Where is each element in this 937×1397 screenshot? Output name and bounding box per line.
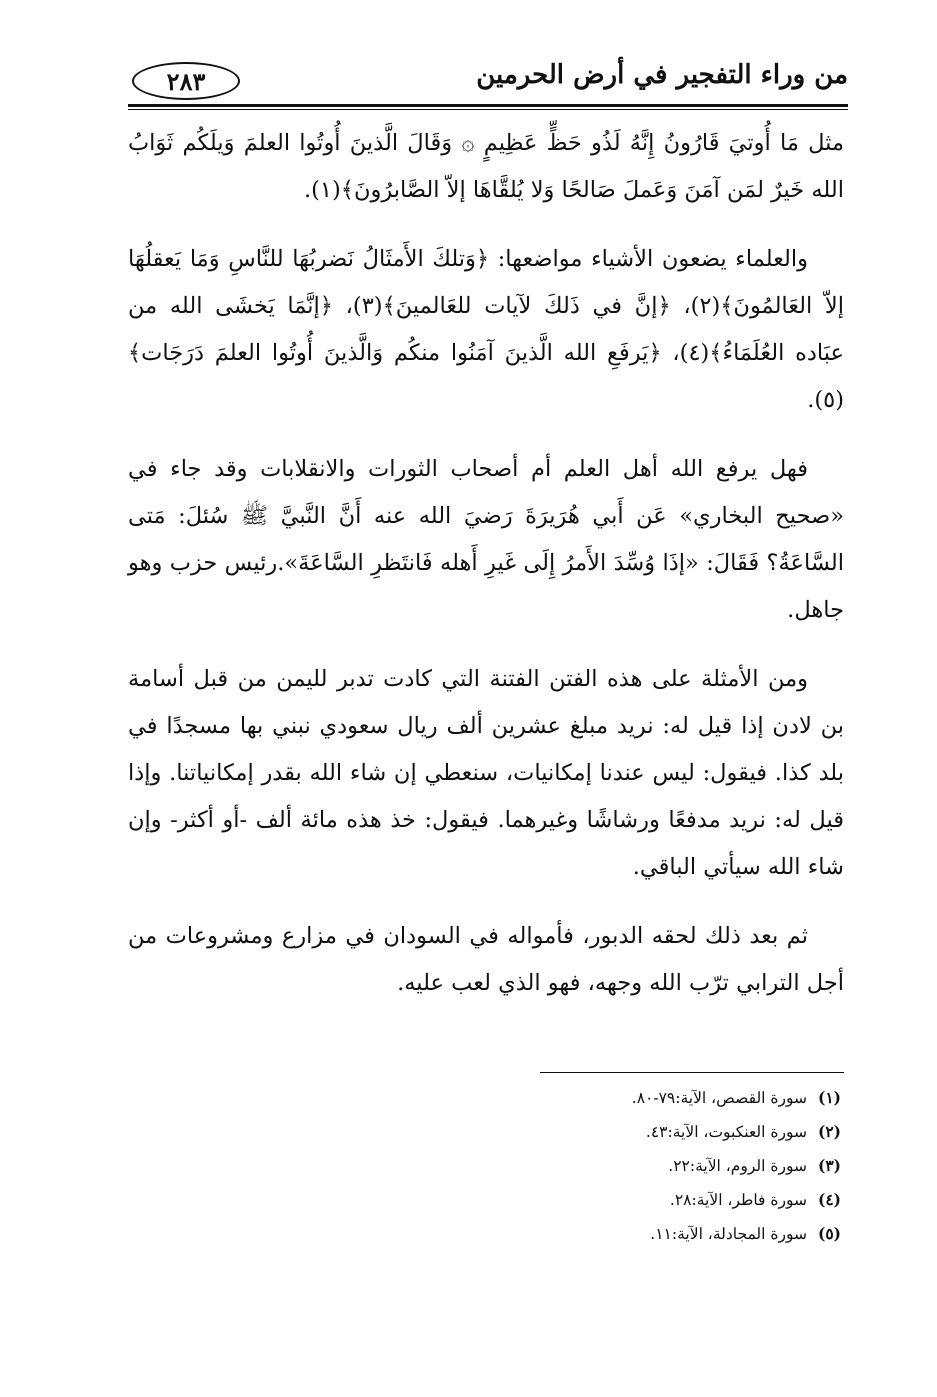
footnote-number: (٤) xyxy=(817,1190,841,1209)
footnote-item xyxy=(441,1120,841,1154)
footnote-item xyxy=(441,1154,841,1188)
footnote-item xyxy=(441,1222,841,1256)
footnote-item xyxy=(441,1086,841,1120)
footnote-number: (٥) xyxy=(817,1224,841,1243)
paragraph: ومن الأمثلة على هذه الفتن الفتنة التي كادت تدبر لليمن من قبل أسامة بن لادن إذا قيل له: نريد مبلغ عشرين ألف ريال سعودي نبني بها مسجدًا في بلد كذا. فيقول: ليس عندنا إمكانيات، سنعطي إن شاء الله بقدر إمكانياتنا. وإذا قيل له: نريد مدفعًا ورشاشًا وغيرهما. فيقول: خذ هذه مائة ألف -أو أكثر- وإن شاء الله سيأتي الباقي. xyxy=(128,666,844,880)
footnote-text: سورة العنكبوت، الآية:٤٣. xyxy=(645,1123,807,1141)
footnote-text: سورة فاطر، الآية:٢٨. xyxy=(669,1191,807,1209)
paragraph: مثل مَا أُوتيَ قَارُونُ إِنَّهُ لَذُو حَظٍّ عَظِيمٍ ۞ وَقَالَ الَّذينَ أُوتُوا العلمَ وَيلَكُم ثَوَابُ الله خَيرٌ لمَن آمَنَ وَعَملَ صَالحًا وَلا يُلقَّاهَا إلاّ الصَّابرُونَ﴾(١). xyxy=(128,130,844,203)
footnotes xyxy=(441,1086,841,1256)
running-title: من وراء التفجير في أرض الحرمين xyxy=(476,60,848,90)
paragraph: فهل يرفع الله أهل العلم أم أصحاب الثورات والانقلابات وقد جاء في «صحيح البخاري» عَن أَبي هُرَيرَةَ رَضيَ الله عنه أَنَّ النَّبيَّ ﷺ سُئلَ: مَتى السَّاعَةُ؟ فَقَالَ: «إذَا وُسِّدَ الأَمرُ إِلَى غَيرِ أَهله فَانتَظرِ السَّاعَةَ».رئيس حزب وهو جاهل. xyxy=(128,456,844,623)
footnote-text: سورة القصص، الآية:٧٩-٨٠. xyxy=(631,1089,807,1107)
paragraph: ثم بعد ذلك لحقه الدبور، فأمواله في السودان في مزارع ومشروعات من أجل الترابي ترّب الله وجهه، فهو الذي لعب عليه. xyxy=(128,923,844,996)
footnote-rule xyxy=(540,1072,844,1073)
footnote-text: سورة الروم، الآية:٢٢. xyxy=(668,1157,807,1175)
paragraph: والعلماء يضعون الأشياء مواضعها: ﴿وَتلكَ الأَمثَالُ نَضربُهَا للنَّاسِ وَمَا يَعقلُهَا إلاّ العَالمُونَ﴾(٢)، ﴿إنَّ في ذَلكَ لآيات للعَالمينَ﴾(٣)، ﴿إنَّمَا يَخشَى الله من عبَاده العُلَمَاءُ﴾(٤)، ﴿يَرفَعِ الله الَّذينَ آمَنُوا منكُم وَالَّذينَ أُوتُوا العلمَ دَرَجَات﴾(٥). xyxy=(128,246,844,413)
body-text xyxy=(128,120,844,1029)
page-number: ٢٨٣ xyxy=(132,62,240,100)
footnote-item xyxy=(441,1188,841,1222)
page-header xyxy=(128,56,848,108)
footnote-text: سورة المجادلة، الآية:١١. xyxy=(650,1225,807,1243)
footnote-number: (٣) xyxy=(817,1156,841,1175)
header-rule xyxy=(128,104,848,110)
footnote-number: (٢) xyxy=(817,1122,841,1141)
footnote-number: (١) xyxy=(817,1088,841,1107)
